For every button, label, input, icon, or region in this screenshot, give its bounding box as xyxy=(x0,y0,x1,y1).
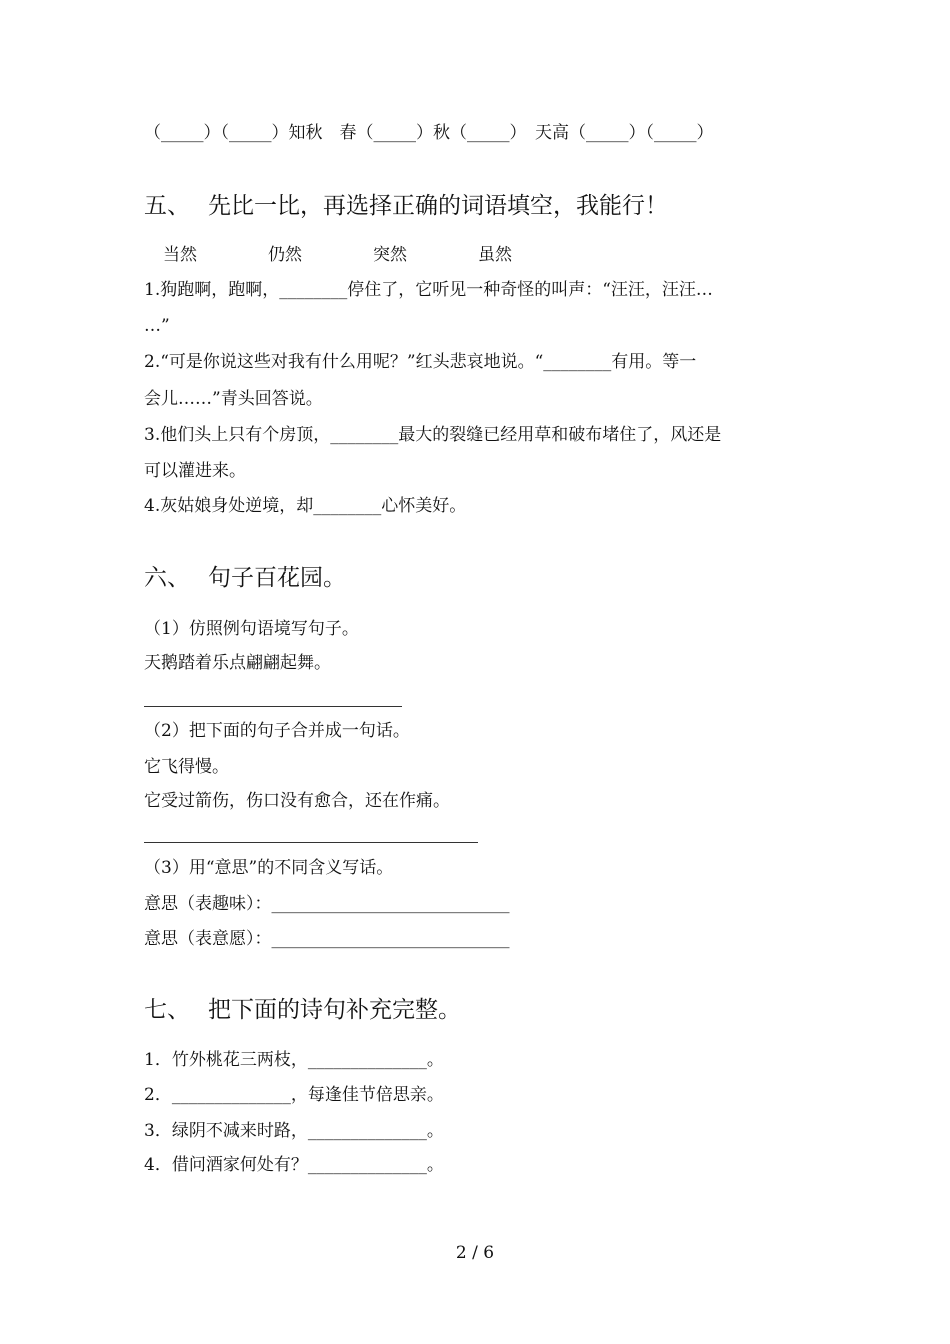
word-bank xyxy=(163,244,583,266)
s5-line: 可以灌进来。 xyxy=(144,461,246,481)
q3-title: （3）用“意思”的不同含义写话。 xyxy=(144,858,394,878)
section-7-heading xyxy=(144,995,461,1025)
q2-title: （2）把下面的句子合并成一句话。 xyxy=(144,721,410,741)
top-row: （_____）（_____）知秋 春（_____）秋（_____） 天高（_____）（_____） xyxy=(144,123,714,143)
s5-line: 会儿……”青头回答说。 xyxy=(144,389,323,409)
s5-line: 4.灰姑娘身处逆境，却________心怀美好。 xyxy=(144,496,467,516)
s5-line: 2.“可是你说这些对我有什么用呢？”红头悲哀地说。“________有用。等一 xyxy=(144,352,697,372)
section-5-number: 五、 xyxy=(144,193,190,219)
poem-line: 4．借问酒家何处有？______________。 xyxy=(144,1155,444,1175)
q1-answer-line[interactable] xyxy=(144,706,402,707)
q2-sentence: 它飞得慢。 xyxy=(144,757,229,777)
section-6-number: 六、 xyxy=(144,565,190,591)
s5-line: 3.他们头上只有个房顶，________最大的裂缝已经用草和破布堵住了，风还是 xyxy=(144,425,722,445)
poem-line: 3．绿阴不减来时路，______________。 xyxy=(144,1121,444,1141)
s5-line: …” xyxy=(144,316,170,336)
word-bank-item: 突然 xyxy=(373,245,407,265)
section-5-heading xyxy=(144,191,668,221)
poem-line: 2．______________，每逢佳节倍思亲。 xyxy=(144,1085,444,1105)
s5-line: 1.狗跑啊，跑啊，________停住了，它听见一种奇怪的叫声：“汪汪，汪汪… xyxy=(144,280,713,300)
word-bank-item: 当然 xyxy=(163,245,197,265)
q1-example: 天鹅踏着乐点翩翩起舞。 xyxy=(144,653,331,673)
section-7-number: 七、 xyxy=(144,997,190,1023)
word-bank-item: 虽然 xyxy=(478,245,512,265)
section-6-heading xyxy=(144,563,346,593)
section-5-title: 先比一比，再选择正确的词语填空，我能行！ xyxy=(208,193,668,219)
page-number: 2 / 6 xyxy=(455,1243,495,1263)
section-7-title: 把下面的诗句补充完整。 xyxy=(208,997,461,1023)
q3-item: 意思（表意愿）：____________________________ xyxy=(144,929,510,949)
poem-line: 1．竹外桃花三两枝，______________。 xyxy=(144,1050,444,1070)
q2-sentence: 它受过箭伤，伤口没有愈合，还在作痛。 xyxy=(144,791,450,811)
word-bank-item: 仍然 xyxy=(268,245,302,265)
q2-answer-line[interactable] xyxy=(144,842,478,843)
q1-title: （1）仿照例句语境写句子。 xyxy=(144,619,359,639)
section-6-title: 句子百花园。 xyxy=(208,565,346,591)
q3-item: 意思（表趣味）：____________________________ xyxy=(144,894,510,914)
